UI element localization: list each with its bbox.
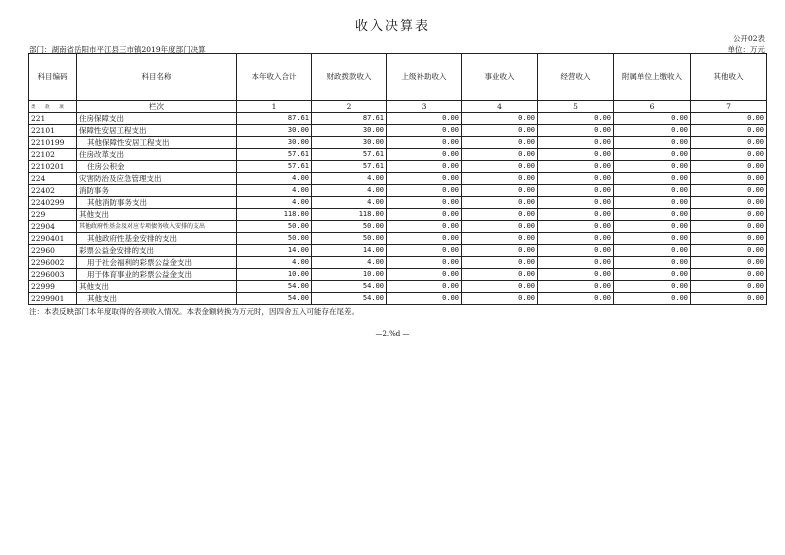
subject-name: 住房公积金 bbox=[77, 161, 237, 173]
amount-cell: 0.00 bbox=[691, 221, 767, 233]
amount-cell: 4.00 bbox=[237, 173, 312, 185]
amount-cell: 0.00 bbox=[691, 209, 767, 221]
amount-cell: 0.00 bbox=[538, 185, 614, 197]
amount-cell: 0.00 bbox=[538, 257, 614, 269]
amount-cell: 4.00 bbox=[312, 197, 387, 209]
table-row bbox=[29, 197, 767, 209]
amount-cell: 0.00 bbox=[387, 125, 462, 137]
amount-cell: 0.00 bbox=[387, 269, 462, 281]
subject-name: 住房保障支出 bbox=[77, 113, 237, 125]
header-cell: 本年收入合计 bbox=[237, 54, 312, 101]
amount-cell: 0.00 bbox=[538, 125, 614, 137]
code-sub-label: 项 bbox=[59, 105, 64, 110]
subject-name: 用于体育事业的彩票公益金支出 bbox=[77, 269, 237, 281]
amount-cell: 0.00 bbox=[387, 197, 462, 209]
index-num: 6 bbox=[614, 101, 691, 113]
subject-code: 229 bbox=[29, 209, 77, 221]
amount-cell: 0.00 bbox=[538, 293, 614, 305]
subject-code: 2290401 bbox=[29, 233, 77, 245]
subject-name: 用于社会福利的彩票公益金支出 bbox=[77, 257, 237, 269]
subject-name: 其他保障性安居工程支出 bbox=[77, 137, 237, 149]
code-subheader bbox=[29, 101, 77, 113]
amount-cell: 0.00 bbox=[691, 173, 767, 185]
amount-cell: 0.00 bbox=[691, 161, 767, 173]
amount-cell: 0.00 bbox=[691, 245, 767, 257]
table-row bbox=[29, 221, 767, 233]
header-cell: 科目名称 bbox=[77, 54, 237, 101]
subject-name: 消防事务 bbox=[77, 185, 237, 197]
subject-code: 2210199 bbox=[29, 137, 77, 149]
subject-code: 2240299 bbox=[29, 197, 77, 209]
code-sub-label: 款 bbox=[45, 105, 50, 110]
amount-cell: 0.00 bbox=[387, 185, 462, 197]
amount-cell: 0.00 bbox=[538, 149, 614, 161]
amount-cell: 10.00 bbox=[237, 269, 312, 281]
table-row bbox=[29, 245, 767, 257]
amount-cell: 0.00 bbox=[691, 137, 767, 149]
subject-code: 2296003 bbox=[29, 269, 77, 281]
amount-cell: 0.00 bbox=[387, 209, 462, 221]
amount-cell: 0.00 bbox=[462, 113, 538, 125]
subject-name: 其他消防事务支出 bbox=[77, 197, 237, 209]
code-sub-label: 类 bbox=[31, 105, 36, 110]
amount-cell: 30.00 bbox=[312, 137, 387, 149]
amount-cell: 0.00 bbox=[614, 293, 691, 305]
table-body bbox=[29, 113, 767, 305]
table-row bbox=[29, 281, 767, 293]
amount-cell: 0.00 bbox=[691, 149, 767, 161]
amount-cell: 0.00 bbox=[462, 281, 538, 293]
amount-cell: 0.00 bbox=[462, 221, 538, 233]
table-row bbox=[29, 209, 767, 221]
amount-cell: 50.00 bbox=[237, 221, 312, 233]
amount-cell: 50.00 bbox=[237, 233, 312, 245]
amount-cell: 118.00 bbox=[312, 209, 387, 221]
amount-cell: 0.00 bbox=[614, 209, 691, 221]
amount-cell: 54.00 bbox=[312, 293, 387, 305]
amount-cell: 0.00 bbox=[538, 209, 614, 221]
subject-code: 22402 bbox=[29, 185, 77, 197]
header-cell: 经营收入 bbox=[538, 54, 614, 101]
subject-code: 2299901 bbox=[29, 293, 77, 305]
amount-cell: 0.00 bbox=[691, 293, 767, 305]
amount-cell: 0.00 bbox=[614, 197, 691, 209]
amount-cell: 0.00 bbox=[691, 257, 767, 269]
amount-cell: 0.00 bbox=[538, 221, 614, 233]
header-cell: 科目编码 bbox=[29, 54, 77, 101]
amount-cell: 0.00 bbox=[462, 173, 538, 185]
amount-cell: 54.00 bbox=[237, 281, 312, 293]
header-cell: 上级补助收入 bbox=[387, 54, 462, 101]
amount-cell: 0.00 bbox=[691, 281, 767, 293]
amount-cell: 57.61 bbox=[312, 149, 387, 161]
table-row bbox=[29, 149, 767, 161]
amount-cell: 0.00 bbox=[614, 137, 691, 149]
amount-cell: 57.61 bbox=[312, 161, 387, 173]
amount-cell: 0.00 bbox=[691, 233, 767, 245]
amount-cell: 57.61 bbox=[237, 161, 312, 173]
header-cell: 其他收入 bbox=[691, 54, 767, 101]
amount-cell: 10.00 bbox=[312, 269, 387, 281]
amount-cell: 0.00 bbox=[462, 185, 538, 197]
amount-cell: 0.00 bbox=[462, 197, 538, 209]
table-row bbox=[29, 125, 767, 137]
header-cell: 财政拨款收入 bbox=[312, 54, 387, 101]
unit-label: 单位：万元 bbox=[727, 45, 765, 54]
subject-code: 22904 bbox=[29, 221, 77, 233]
amount-cell: 0.00 bbox=[538, 233, 614, 245]
subject-name: 其他政府性基金及对应专项债务收入安排的支出 bbox=[77, 221, 237, 233]
amount-cell: 50.00 bbox=[312, 233, 387, 245]
subject-name: 彩票公益金安排的支出 bbox=[77, 245, 237, 257]
page-marker: —2.%d — bbox=[375, 330, 410, 338]
amount-cell: 4.00 bbox=[312, 185, 387, 197]
amount-cell: 0.00 bbox=[387, 257, 462, 269]
amount-cell: 0.00 bbox=[614, 269, 691, 281]
header-cell: 附属单位上缴收入 bbox=[614, 54, 691, 101]
header-cell: 事业收入 bbox=[462, 54, 538, 101]
subject-name: 住房改革支出 bbox=[77, 149, 237, 161]
amount-cell: 0.00 bbox=[538, 137, 614, 149]
table-row bbox=[29, 233, 767, 245]
amount-cell: 0.00 bbox=[538, 197, 614, 209]
amount-cell: 14.00 bbox=[312, 245, 387, 257]
amount-cell: 0.00 bbox=[538, 113, 614, 125]
amount-cell: 0.00 bbox=[462, 125, 538, 137]
amount-cell: 4.00 bbox=[237, 197, 312, 209]
amount-cell: 0.00 bbox=[691, 125, 767, 137]
amount-cell: 57.61 bbox=[237, 149, 312, 161]
amount-cell: 54.00 bbox=[237, 293, 312, 305]
amount-cell: 0.00 bbox=[614, 281, 691, 293]
amount-cell: 0.00 bbox=[691, 113, 767, 125]
amount-cell: 0.00 bbox=[462, 209, 538, 221]
index-row bbox=[29, 101, 767, 113]
amount-cell: 0.00 bbox=[387, 245, 462, 257]
amount-cell: 50.00 bbox=[312, 221, 387, 233]
amount-cell: 87.61 bbox=[312, 113, 387, 125]
subject-code: 22960 bbox=[29, 245, 77, 257]
table-row bbox=[29, 293, 767, 305]
subject-code: 2296002 bbox=[29, 257, 77, 269]
amount-cell: 0.00 bbox=[538, 269, 614, 281]
page-title: 收入决算表 bbox=[354, 19, 430, 34]
amount-cell: 0.00 bbox=[462, 233, 538, 245]
amount-cell: 0.00 bbox=[614, 149, 691, 161]
index-num: 1 bbox=[237, 101, 312, 113]
subject-code: 22101 bbox=[29, 125, 77, 137]
amount-cell: 0.00 bbox=[462, 161, 538, 173]
subject-name: 其他支出 bbox=[77, 209, 237, 221]
amount-cell: 4.00 bbox=[312, 173, 387, 185]
income-table bbox=[28, 53, 767, 305]
amount-cell: 0.00 bbox=[691, 185, 767, 197]
amount-cell: 0.00 bbox=[538, 161, 614, 173]
amount-cell: 0.00 bbox=[614, 125, 691, 137]
table-row bbox=[29, 173, 767, 185]
amount-cell: 0.00 bbox=[614, 185, 691, 197]
form-number: 公开02表 bbox=[732, 34, 765, 43]
amount-cell: 0.00 bbox=[387, 281, 462, 293]
table-row bbox=[29, 161, 767, 173]
amount-cell: 0.00 bbox=[538, 281, 614, 293]
amount-cell: 0.00 bbox=[462, 149, 538, 161]
amount-cell: 0.00 bbox=[462, 245, 538, 257]
amount-cell: 30.00 bbox=[237, 125, 312, 137]
amount-cell: 118.00 bbox=[237, 209, 312, 221]
amount-cell: 0.00 bbox=[614, 221, 691, 233]
amount-cell: 0.00 bbox=[691, 269, 767, 281]
amount-cell: 0.00 bbox=[387, 233, 462, 245]
index-num: 3 bbox=[387, 101, 462, 113]
department-label: 部门：湖南省岳阳市平江县三市镇2019年度部门决算 bbox=[29, 45, 206, 54]
index-num: 2 bbox=[312, 101, 387, 113]
subject-code: 221 bbox=[29, 113, 77, 125]
index-label: 栏次 bbox=[77, 101, 237, 113]
amount-cell: 0.00 bbox=[387, 137, 462, 149]
amount-cell: 0.00 bbox=[462, 137, 538, 149]
amount-cell: 0.00 bbox=[462, 257, 538, 269]
amount-cell: 0.00 bbox=[691, 197, 767, 209]
amount-cell: 0.00 bbox=[387, 221, 462, 233]
amount-cell: 0.00 bbox=[387, 293, 462, 305]
subject-name: 其他支出 bbox=[77, 293, 237, 305]
amount-cell: 4.00 bbox=[237, 185, 312, 197]
table-row bbox=[29, 269, 767, 281]
amount-cell: 87.61 bbox=[237, 113, 312, 125]
amount-cell: 0.00 bbox=[387, 149, 462, 161]
amount-cell: 0.00 bbox=[614, 173, 691, 185]
table-row bbox=[29, 113, 767, 125]
subject-code: 22102 bbox=[29, 149, 77, 161]
table-row bbox=[29, 257, 767, 269]
footnote: 注：本表反映部门本年度取得的各项收入情况。本表金额转换为万元时，因四舍五入可能存在尾差。 bbox=[29, 307, 359, 316]
index-num: 4 bbox=[462, 101, 538, 113]
index-num: 7 bbox=[691, 101, 767, 113]
amount-cell: 30.00 bbox=[312, 125, 387, 137]
subject-code: 22999 bbox=[29, 281, 77, 293]
amount-cell: 4.00 bbox=[237, 257, 312, 269]
amount-cell: 0.00 bbox=[614, 257, 691, 269]
amount-cell: 30.00 bbox=[237, 137, 312, 149]
amount-cell: 0.00 bbox=[387, 173, 462, 185]
subject-name: 灾害防治及应急管理支出 bbox=[77, 173, 237, 185]
table-row bbox=[29, 137, 767, 149]
amount-cell: 0.00 bbox=[614, 233, 691, 245]
subject-name: 其他政府性基金安排的支出 bbox=[77, 233, 237, 245]
amount-cell: 0.00 bbox=[614, 113, 691, 125]
subject-code: 2210201 bbox=[29, 161, 77, 173]
amount-cell: 0.00 bbox=[387, 113, 462, 125]
table-row bbox=[29, 185, 767, 197]
amount-cell: 0.00 bbox=[614, 245, 691, 257]
amount-cell: 0.00 bbox=[462, 293, 538, 305]
index-num: 5 bbox=[538, 101, 614, 113]
header-row bbox=[29, 54, 767, 101]
amount-cell: 0.00 bbox=[614, 161, 691, 173]
subject-name: 其他支出 bbox=[77, 281, 237, 293]
amount-cell: 0.00 bbox=[462, 269, 538, 281]
amount-cell: 0.00 bbox=[538, 245, 614, 257]
subject-code: 224 bbox=[29, 173, 77, 185]
subject-name: 保障性安居工程支出 bbox=[77, 125, 237, 137]
amount-cell: 54.00 bbox=[312, 281, 387, 293]
amount-cell: 0.00 bbox=[387, 161, 462, 173]
amount-cell: 4.00 bbox=[312, 257, 387, 269]
amount-cell: 0.00 bbox=[538, 173, 614, 185]
amount-cell: 14.00 bbox=[237, 245, 312, 257]
